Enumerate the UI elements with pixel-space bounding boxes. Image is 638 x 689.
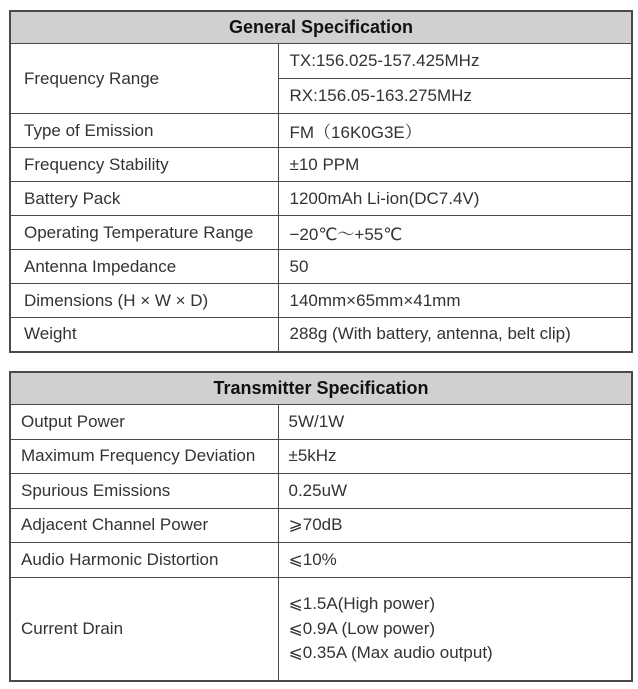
table-row bbox=[10, 114, 632, 148]
current-drain-high-power: ⩽1.5A(High power) bbox=[288, 594, 436, 613]
transmitter-specification-table bbox=[9, 371, 633, 682]
current-drain-low-power: ⩽0.9A (Low power) bbox=[288, 618, 436, 638]
table-row bbox=[10, 474, 632, 509]
spec-value: 288g (With battery, antenna, belt clip) bbox=[278, 318, 632, 352]
table-row bbox=[10, 250, 632, 284]
spec-value: 5W/1W bbox=[278, 405, 632, 440]
spec-label: Operating Temperature Range bbox=[10, 216, 278, 250]
table-row bbox=[10, 182, 632, 216]
current-drain-values bbox=[278, 577, 632, 681]
current-drain-label: Current Drain bbox=[10, 577, 278, 681]
rx-frequency-value: RX:156.05-163.275MHz bbox=[278, 79, 632, 114]
table-row bbox=[10, 148, 632, 182]
general-specification-title: General Specification bbox=[10, 11, 632, 44]
spec-label: Antenna Impedance bbox=[10, 250, 278, 284]
table-row bbox=[10, 318, 632, 352]
table-row bbox=[10, 44, 632, 79]
spec-label: Audio Harmonic Distortion bbox=[10, 543, 278, 578]
transmitter-specification-title: Transmitter Specification bbox=[10, 372, 632, 405]
general-specification-table bbox=[9, 10, 633, 353]
table-row bbox=[10, 577, 632, 681]
current-drain-max-audio: ⩽0.35A (Max audio output) bbox=[288, 643, 493, 662]
table-row bbox=[10, 508, 632, 543]
spec-label: Battery Pack bbox=[10, 182, 278, 216]
spec-label: Output Power bbox=[10, 405, 278, 440]
spec-label: Spurious Emissions bbox=[10, 474, 278, 509]
spec-value: −20℃～+55℃ bbox=[278, 216, 632, 250]
table-row bbox=[10, 405, 632, 440]
spec-label: Maximum Frequency Deviation bbox=[10, 439, 278, 474]
table-row bbox=[10, 439, 632, 474]
spec-value: ±10 PPM bbox=[278, 148, 632, 182]
frequency-range-label: Frequency Range bbox=[10, 44, 278, 114]
spec-value: 1200mAh Li-ion(DC7.4V) bbox=[278, 182, 632, 216]
spec-label: Dimensions (H × W × D) bbox=[10, 284, 278, 318]
spec-value: 0.25uW bbox=[278, 474, 632, 509]
spec-value: ±5kHz bbox=[278, 439, 632, 474]
spec-value: ⩾70dB bbox=[278, 508, 632, 543]
table-row bbox=[10, 543, 632, 578]
spec-label: Type of Emission bbox=[10, 114, 278, 148]
table-row bbox=[10, 284, 632, 318]
tx-frequency-value: TX:156.025-157.425MHz bbox=[278, 44, 632, 79]
table-row bbox=[10, 216, 632, 250]
spec-value: 50 bbox=[278, 250, 632, 284]
spec-label: Adjacent Channel Power bbox=[10, 508, 278, 543]
spec-value: ⩽10% bbox=[278, 543, 632, 578]
spec-label: Frequency Stability bbox=[10, 148, 278, 182]
spec-value: FM（16K0G3E） bbox=[278, 114, 632, 148]
spec-value: 140mm×65mm×41mm bbox=[278, 284, 632, 318]
spec-label: Weight bbox=[10, 318, 278, 352]
